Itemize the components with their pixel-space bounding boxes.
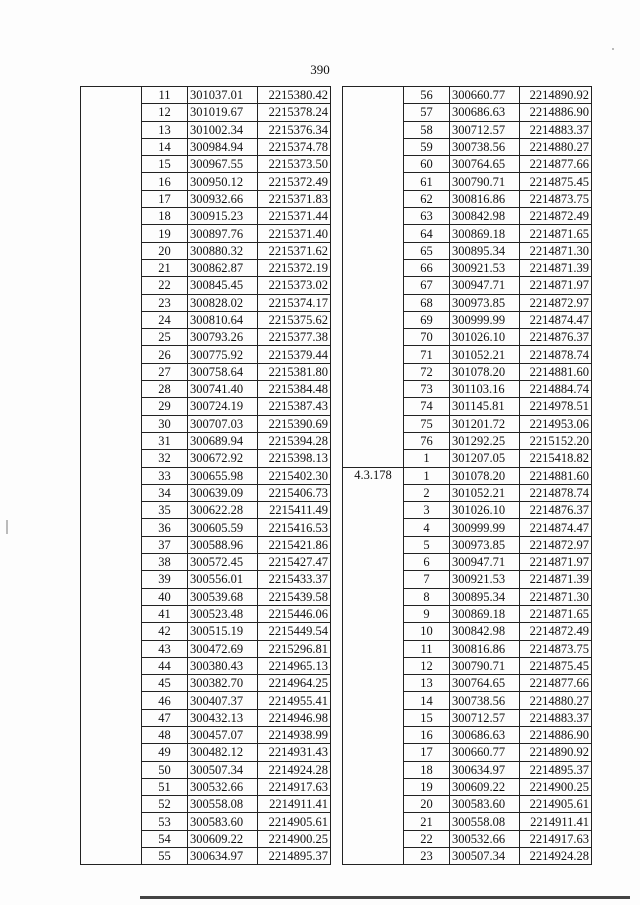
point-number: 9 — [404, 605, 450, 622]
point-number: 23 — [404, 848, 450, 865]
point-number: 37 — [142, 536, 188, 553]
x-coordinate: 300686.63 — [450, 726, 520, 743]
y-coordinate: 2214900.25 — [258, 830, 331, 847]
x-coordinate: 300482.12 — [188, 744, 258, 761]
point-number: 46 — [142, 692, 188, 709]
x-coordinate: 300790.71 — [450, 173, 520, 190]
point-number: 6 — [404, 554, 450, 571]
point-number: 19 — [142, 225, 188, 242]
point-number: 43 — [142, 640, 188, 657]
y-coordinate: 2214955.41 — [258, 692, 331, 709]
y-coordinate: 2214883.37 — [520, 709, 592, 726]
x-coordinate: 300862.87 — [188, 259, 258, 276]
x-coordinate: 300655.98 — [188, 467, 258, 484]
x-coordinate: 300764.65 — [450, 675, 520, 692]
y-coordinate: 2214877.66 — [520, 156, 592, 173]
point-number: 21 — [404, 813, 450, 830]
x-coordinate: 300895.34 — [450, 588, 520, 605]
y-coordinate: 2215411.49 — [258, 502, 331, 519]
x-coordinate: 300895.34 — [450, 242, 520, 259]
y-coordinate: 2214873.75 — [520, 190, 592, 207]
y-coordinate: 2215371.62 — [258, 242, 331, 259]
y-coordinate: 2214871.39 — [520, 571, 592, 588]
x-coordinate: 301145.81 — [450, 398, 520, 415]
point-number: 7 — [404, 571, 450, 588]
point-number: 64 — [404, 225, 450, 242]
section-number: 4.3.178 — [343, 467, 404, 865]
point-number: 24 — [142, 311, 188, 328]
x-coordinate: 300738.56 — [450, 138, 520, 155]
x-coordinate: 300775.92 — [188, 346, 258, 363]
y-coordinate: 2214917.63 — [258, 778, 331, 795]
y-coordinate: 2214871.65 — [520, 225, 592, 242]
x-coordinate: 300689.94 — [188, 432, 258, 449]
x-coordinate: 300583.60 — [450, 796, 520, 813]
point-number: 71 — [404, 346, 450, 363]
x-coordinate: 301019.67 — [188, 104, 258, 121]
y-coordinate: 2214872.49 — [520, 623, 592, 640]
x-coordinate: 300558.08 — [188, 796, 258, 813]
left-coordinates-table — [80, 86, 331, 865]
x-coordinate: 300605.59 — [188, 519, 258, 536]
x-coordinate: 300639.09 — [188, 484, 258, 501]
y-coordinate: 2215376.34 — [258, 121, 331, 138]
point-number: 54 — [142, 830, 188, 847]
point-number: 22 — [404, 830, 450, 847]
point-number: 10 — [404, 623, 450, 640]
y-coordinate: 2214880.27 — [520, 692, 592, 709]
y-coordinate: 2214965.13 — [258, 657, 331, 674]
y-coordinate: 2215371.44 — [258, 208, 331, 225]
right-coordinates-table — [342, 86, 592, 865]
y-coordinate: 2215373.02 — [258, 277, 331, 294]
y-coordinate: 2215296.81 — [258, 640, 331, 657]
x-coordinate: 300828.02 — [188, 294, 258, 311]
y-coordinate: 2214911.41 — [258, 796, 331, 813]
y-coordinate: 2215152.20 — [520, 432, 592, 449]
y-coordinate: 2214881.60 — [520, 363, 592, 380]
x-coordinate: 300609.22 — [450, 778, 520, 795]
x-coordinate: 300472.69 — [188, 640, 258, 657]
x-coordinate: 300793.26 — [188, 329, 258, 346]
point-number: 29 — [142, 398, 188, 415]
y-coordinate: 2214905.61 — [258, 813, 331, 830]
y-coordinate: 2214895.37 — [520, 761, 592, 778]
point-number: 11 — [142, 87, 188, 104]
point-number: 21 — [142, 259, 188, 276]
x-coordinate: 300724.19 — [188, 398, 258, 415]
point-number: 16 — [404, 726, 450, 743]
y-coordinate: 2214978.51 — [520, 398, 592, 415]
x-coordinate: 301292.25 — [450, 432, 520, 449]
x-coordinate: 300556.01 — [188, 571, 258, 588]
point-number: 41 — [142, 605, 188, 622]
y-coordinate: 2215387.43 — [258, 398, 331, 415]
point-number: 13 — [404, 675, 450, 692]
x-coordinate: 300515.19 — [188, 623, 258, 640]
point-number: 40 — [142, 588, 188, 605]
x-coordinate: 301002.34 — [188, 121, 258, 138]
y-coordinate: 2214871.39 — [520, 259, 592, 276]
point-number: 36 — [142, 519, 188, 536]
y-coordinate: 2214876.37 — [520, 329, 592, 346]
y-coordinate: 2214880.27 — [520, 138, 592, 155]
point-number: 32 — [142, 450, 188, 467]
x-coordinate: 300984.94 — [188, 138, 258, 155]
x-coordinate: 300842.98 — [450, 623, 520, 640]
x-coordinate: 300880.32 — [188, 242, 258, 259]
y-coordinate: 2215418.82 — [520, 450, 592, 467]
y-coordinate: 2215384.48 — [258, 381, 331, 398]
point-number: 18 — [404, 761, 450, 778]
point-number: 17 — [142, 190, 188, 207]
point-number: 59 — [404, 138, 450, 155]
point-number: 60 — [404, 156, 450, 173]
x-coordinate: 300816.86 — [450, 640, 520, 657]
point-number: 53 — [142, 813, 188, 830]
y-coordinate: 2214938.99 — [258, 726, 331, 743]
x-coordinate: 300973.85 — [450, 536, 520, 553]
x-coordinate: 300457.07 — [188, 726, 258, 743]
point-number: 68 — [404, 294, 450, 311]
x-coordinate: 300712.57 — [450, 709, 520, 726]
point-number: 15 — [142, 156, 188, 173]
section-number — [343, 87, 404, 468]
y-coordinate: 2215377.38 — [258, 329, 331, 346]
x-coordinate: 301103.16 — [450, 381, 520, 398]
y-coordinate: 2214890.92 — [520, 744, 592, 761]
x-coordinate: 300790.71 — [450, 657, 520, 674]
x-coordinate: 301078.20 — [450, 363, 520, 380]
point-number: 28 — [142, 381, 188, 398]
page-number: 390 — [310, 62, 330, 77]
y-coordinate: 2215390.69 — [258, 415, 331, 432]
point-number: 17 — [404, 744, 450, 761]
scan-edge — [140, 896, 630, 899]
point-number: 1 — [404, 467, 450, 484]
y-coordinate: 2215449.54 — [258, 623, 331, 640]
point-number: 5 — [404, 536, 450, 553]
y-coordinate: 2214911.41 — [520, 813, 592, 830]
x-coordinate: 300507.34 — [450, 848, 520, 865]
x-coordinate: 300947.71 — [450, 554, 520, 571]
x-coordinate: 300869.18 — [450, 605, 520, 622]
x-coordinate: 300558.08 — [450, 813, 520, 830]
point-number: 13 — [142, 121, 188, 138]
point-number: 44 — [142, 657, 188, 674]
x-coordinate: 300869.18 — [450, 225, 520, 242]
y-coordinate: 2215381.80 — [258, 363, 331, 380]
x-coordinate: 300999.99 — [450, 519, 520, 536]
point-number: 25 — [142, 329, 188, 346]
table-row — [343, 87, 592, 104]
y-coordinate: 2214884.74 — [520, 381, 592, 398]
y-coordinate: 2215379.44 — [258, 346, 331, 363]
x-coordinate: 300921.53 — [450, 571, 520, 588]
point-number: 20 — [142, 242, 188, 259]
point-number: 45 — [142, 675, 188, 692]
x-coordinate: 300764.65 — [450, 156, 520, 173]
point-number: 76 — [404, 432, 450, 449]
point-number: 3 — [404, 502, 450, 519]
y-coordinate: 2215402.30 — [258, 467, 331, 484]
y-coordinate: 2215416.53 — [258, 519, 331, 536]
y-coordinate: 2215374.17 — [258, 294, 331, 311]
point-number: 62 — [404, 190, 450, 207]
x-coordinate: 300738.56 — [450, 692, 520, 709]
y-coordinate: 2214924.28 — [258, 761, 331, 778]
point-number: 67 — [404, 277, 450, 294]
point-number: 74 — [404, 398, 450, 415]
point-number: 52 — [142, 796, 188, 813]
point-number: 8 — [404, 588, 450, 605]
x-coordinate: 301201.72 — [450, 415, 520, 432]
point-number: 72 — [404, 363, 450, 380]
x-coordinate: 300758.64 — [188, 363, 258, 380]
y-coordinate: 2215446.06 — [258, 605, 331, 622]
scan-mark — [6, 520, 8, 534]
y-coordinate: 2215380.42 — [258, 87, 331, 104]
y-coordinate: 2214931.43 — [258, 744, 331, 761]
point-number: 65 — [404, 242, 450, 259]
y-coordinate: 2215371.83 — [258, 190, 331, 207]
x-coordinate: 300634.97 — [188, 848, 258, 865]
point-number: 63 — [404, 208, 450, 225]
y-coordinate: 2214878.74 — [520, 484, 592, 501]
point-number: 47 — [142, 709, 188, 726]
point-number: 31 — [142, 432, 188, 449]
y-coordinate: 2214924.28 — [520, 848, 592, 865]
x-coordinate: 301052.21 — [450, 346, 520, 363]
y-coordinate: 2214946.98 — [258, 709, 331, 726]
point-number: 16 — [142, 173, 188, 190]
point-number: 48 — [142, 726, 188, 743]
y-coordinate: 2214886.90 — [520, 104, 592, 121]
y-coordinate: 2214878.74 — [520, 346, 592, 363]
y-coordinate: 2214872.97 — [520, 536, 592, 553]
x-coordinate: 300380.43 — [188, 657, 258, 674]
point-number: 11 — [404, 640, 450, 657]
x-coordinate: 300588.96 — [188, 536, 258, 553]
point-number: 1 — [404, 450, 450, 467]
x-coordinate: 300583.60 — [188, 813, 258, 830]
x-coordinate: 300634.97 — [450, 761, 520, 778]
point-number: 33 — [142, 467, 188, 484]
x-coordinate: 300609.22 — [188, 830, 258, 847]
y-coordinate: 2215372.49 — [258, 173, 331, 190]
x-coordinate: 300921.53 — [450, 259, 520, 276]
point-number: 14 — [404, 692, 450, 709]
x-coordinate: 300382.70 — [188, 675, 258, 692]
point-number: 2 — [404, 484, 450, 501]
x-coordinate: 301207.05 — [450, 450, 520, 467]
x-coordinate: 300810.64 — [188, 311, 258, 328]
x-coordinate: 300539.68 — [188, 588, 258, 605]
x-coordinate: 301026.10 — [450, 329, 520, 346]
x-coordinate: 300707.03 — [188, 415, 258, 432]
x-coordinate: 300845.45 — [188, 277, 258, 294]
x-coordinate: 301078.20 — [450, 467, 520, 484]
x-coordinate: 300572.45 — [188, 554, 258, 571]
y-coordinate: 2214871.30 — [520, 242, 592, 259]
point-number: 70 — [404, 329, 450, 346]
x-coordinate: 300507.34 — [188, 761, 258, 778]
point-number: 14 — [142, 138, 188, 155]
y-coordinate: 2215427.47 — [258, 554, 331, 571]
y-coordinate: 2215371.40 — [258, 225, 331, 242]
y-coordinate: 2214900.25 — [520, 778, 592, 795]
x-coordinate: 301037.01 — [188, 87, 258, 104]
y-coordinate: 2214890.92 — [520, 87, 592, 104]
y-coordinate: 2215439.58 — [258, 588, 331, 605]
point-number: 23 — [142, 294, 188, 311]
point-number: 12 — [404, 657, 450, 674]
point-number: 34 — [142, 484, 188, 501]
x-coordinate: 300523.48 — [188, 605, 258, 622]
x-coordinate: 301026.10 — [450, 502, 520, 519]
x-coordinate: 300407.37 — [188, 692, 258, 709]
y-coordinate: 2214872.49 — [520, 208, 592, 225]
x-coordinate: 300950.12 — [188, 173, 258, 190]
x-coordinate: 300712.57 — [450, 121, 520, 138]
point-number: 61 — [404, 173, 450, 190]
x-coordinate: 300686.63 — [450, 104, 520, 121]
x-coordinate: 301052.21 — [450, 484, 520, 501]
y-coordinate: 2215373.50 — [258, 156, 331, 173]
x-coordinate: 300932.66 — [188, 190, 258, 207]
section-number — [81, 87, 142, 865]
x-coordinate: 300947.71 — [450, 277, 520, 294]
y-coordinate: 2214874.47 — [520, 311, 592, 328]
table-row — [343, 467, 592, 484]
point-number: 58 — [404, 121, 450, 138]
x-coordinate: 300432.13 — [188, 709, 258, 726]
point-number: 49 — [142, 744, 188, 761]
y-coordinate: 2214964.25 — [258, 675, 331, 692]
point-number: 39 — [142, 571, 188, 588]
y-coordinate: 2214917.63 — [520, 830, 592, 847]
y-coordinate: 2215433.37 — [258, 571, 331, 588]
y-coordinate: 2214877.66 — [520, 675, 592, 692]
y-coordinate: 2214871.65 — [520, 605, 592, 622]
point-number: 35 — [142, 502, 188, 519]
point-number: 50 — [142, 761, 188, 778]
point-number: 69 — [404, 311, 450, 328]
point-number: 19 — [404, 778, 450, 795]
y-coordinate: 2215378.24 — [258, 104, 331, 121]
point-number: 27 — [142, 363, 188, 380]
y-coordinate: 2215374.78 — [258, 138, 331, 155]
x-coordinate: 300532.66 — [188, 778, 258, 795]
y-coordinate: 2214874.47 — [520, 519, 592, 536]
x-coordinate: 300915.23 — [188, 208, 258, 225]
point-number: 18 — [142, 208, 188, 225]
y-coordinate: 2214883.37 — [520, 121, 592, 138]
y-coordinate: 2215394.28 — [258, 432, 331, 449]
x-coordinate: 300532.66 — [450, 830, 520, 847]
y-coordinate: 2215421.86 — [258, 536, 331, 553]
x-coordinate: 300967.55 — [188, 156, 258, 173]
y-coordinate: 2214872.97 — [520, 294, 592, 311]
point-number: 51 — [142, 778, 188, 795]
x-coordinate: 300622.28 — [188, 502, 258, 519]
y-coordinate: 2215406.73 — [258, 484, 331, 501]
point-number: 42 — [142, 623, 188, 640]
x-coordinate: 300816.86 — [450, 190, 520, 207]
point-number: 26 — [142, 346, 188, 363]
point-number: 15 — [404, 709, 450, 726]
x-coordinate: 300741.40 — [188, 381, 258, 398]
y-coordinate: 2214871.97 — [520, 554, 592, 571]
y-coordinate: 2214886.90 — [520, 726, 592, 743]
y-coordinate: 2214875.45 — [520, 173, 592, 190]
y-coordinate: 2214905.61 — [520, 796, 592, 813]
x-coordinate: 300842.98 — [450, 208, 520, 225]
x-coordinate: 300999.99 — [450, 311, 520, 328]
point-number: 73 — [404, 381, 450, 398]
point-number: 57 — [404, 104, 450, 121]
point-number: 38 — [142, 554, 188, 571]
x-coordinate: 300897.76 — [188, 225, 258, 242]
scan-mark — [612, 48, 614, 50]
x-coordinate: 300672.92 — [188, 450, 258, 467]
y-coordinate: 2214876.37 — [520, 502, 592, 519]
x-coordinate: 300660.77 — [450, 87, 520, 104]
y-coordinate: 2214895.37 — [258, 848, 331, 865]
point-number: 4 — [404, 519, 450, 536]
x-coordinate: 300973.85 — [450, 294, 520, 311]
y-coordinate: 2214881.60 — [520, 467, 592, 484]
point-number: 22 — [142, 277, 188, 294]
y-coordinate: 2214871.30 — [520, 588, 592, 605]
point-number: 30 — [142, 415, 188, 432]
y-coordinate: 2214875.45 — [520, 657, 592, 674]
y-coordinate: 2215398.13 — [258, 450, 331, 467]
point-number: 20 — [404, 796, 450, 813]
y-coordinate: 2214873.75 — [520, 640, 592, 657]
y-coordinate: 2215372.19 — [258, 259, 331, 276]
point-number: 56 — [404, 87, 450, 104]
y-coordinate: 2214871.97 — [520, 277, 592, 294]
table-row — [81, 87, 331, 104]
x-coordinate: 300660.77 — [450, 744, 520, 761]
point-number: 75 — [404, 415, 450, 432]
point-number: 12 — [142, 104, 188, 121]
y-coordinate: 2214953.06 — [520, 415, 592, 432]
y-coordinate: 2215375.62 — [258, 311, 331, 328]
point-number: 55 — [142, 848, 188, 865]
point-number: 66 — [404, 259, 450, 276]
